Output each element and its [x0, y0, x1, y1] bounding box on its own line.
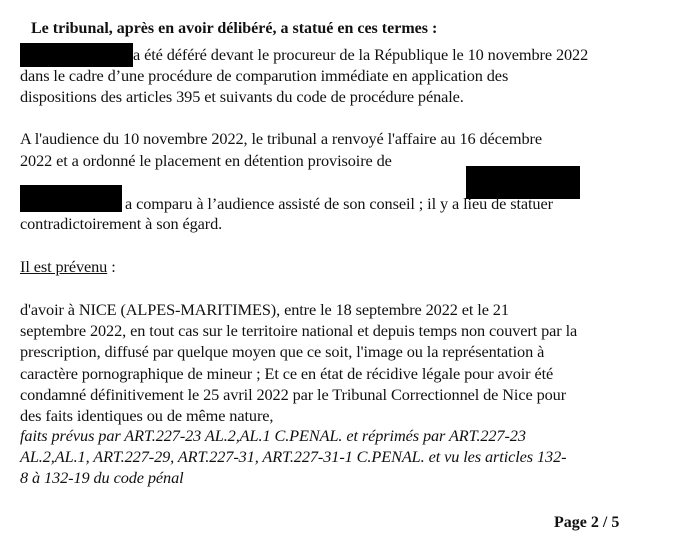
paragraph2-line1: A l'audience du 10 novembre 2022, le tribunal a renvoyé l'affaire au 16 décembre: [20, 129, 542, 148]
paragraph3-line1: a comparu à l’audience assisté de son conseil ; il y a lieu de statuer: [125, 194, 553, 213]
legal-basis-line1: faits prévus par ART.227-23 AL.2,AL.1 C.PENAL. et réprimés par ART.227-23: [20, 426, 526, 445]
paragraph1-line1: a été déféré devant le procureur de la République le 10 novembre 2022: [133, 45, 589, 64]
paragraph1-line3: dispositions des articles 395 et suivants du code de procédure pénale.: [20, 87, 464, 106]
paragraph3-line2: contradictoirement à son égard.: [20, 214, 223, 233]
redacted-name-block: [20, 185, 122, 212]
charge-line1: d'avoir à NICE (ALPES-MARITIMES), entre le 18 septembre 2022 et le 21: [20, 300, 509, 319]
charge-line4: caractère pornographique de mineur ; Et ce en état de récidive légale pour avoir été: [20, 364, 554, 383]
legal-basis-line2: AL.2,AL.1, ART.227-29, ART.227-31, ART.227-31-1 C.PENAL. et vu les articles 132-: [20, 447, 567, 466]
charge-heading-colon: :: [107, 257, 116, 276]
charge-line6: des faits identiques ou de même nature,: [20, 406, 274, 425]
charge-line3: prescription, diffusé par quelque moyen que ce soit, l'image ou la représentation à: [20, 342, 545, 361]
legal-basis-line3: 8 à 132-19 du code pénal: [20, 468, 184, 487]
paragraph1-line2: dans le cadre d’une procédure de comparution immédiate en application des: [20, 66, 509, 85]
judgment-heading: Le tribunal, après en avoir délibéré, a statué en ces termes :: [31, 20, 438, 37]
charge-heading: [20, 257, 116, 277]
page-number: Page 2 / 5: [554, 514, 620, 531]
charge-line5: condamné définitivement le 25 avril 2022 par le Tribunal Correctionnel de Nice pour: [20, 385, 567, 404]
charge-line2: septembre 2022, en tout cas sur le territoire national et depuis temps non couvert par la: [20, 321, 578, 340]
paragraph2-line2: 2022 et a ordonné le placement en détention provisoire de: [20, 151, 392, 170]
charge-heading-label: Il est prévenu: [20, 257, 108, 276]
redacted-name-block: [20, 43, 133, 67]
